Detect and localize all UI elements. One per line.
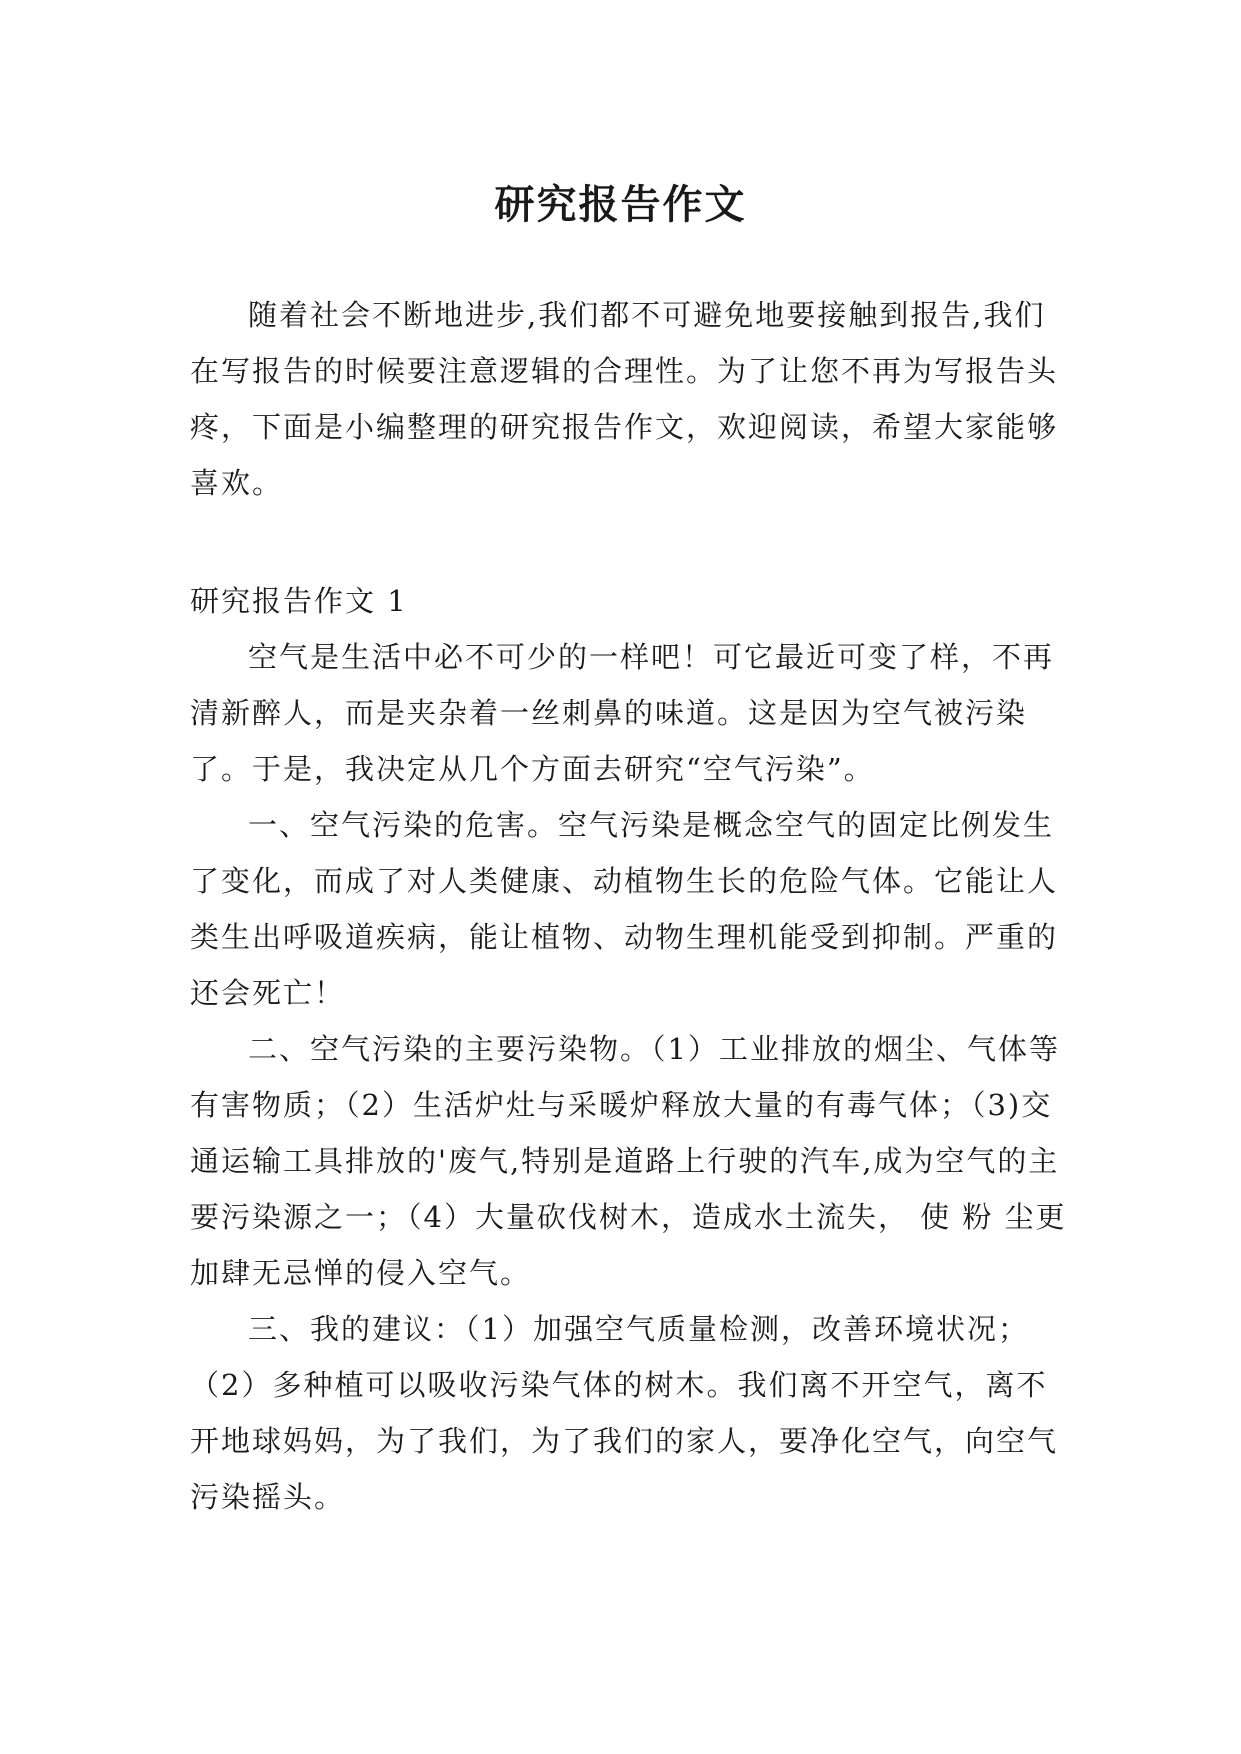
body-paragraph: 空气是生活中必不可少的一样吧！可它最近可变了样，不再清新醉人，而是夹杂着一丝刺鼻的味道。这是因为空气被污染了。于是，我决定从几个方面去研究“空气污染”。 xyxy=(190,640,1055,786)
paragraph-spacer xyxy=(190,511,1070,573)
body-paragraph: 二、空气污染的主要污染物。（1）工业排放的烟尘、气体等有害物质；（2）生活炉灶与采暖炉释放大量的有毒气体；（3)交通运输工具排放的'废气,特别是道路上行驶的汽车,成为空气的主要污染源之一；（4）大量砍伐树木，造成水土流失， 使 粉 尘更加肆无忌惮的侵入空气。 xyxy=(190,1032,1067,1290)
intro-paragraph: 随着社会不断地进步,我们都不可避免地要接触到报告,我们在写报告的时候要注意逻辑的合理性。为了让您不再为写报告头疼，下面是小编整理的研究报告作文，欢迎阅读，希望大家能够喜欢。 xyxy=(190,298,1059,500)
body-paragraph: 三、我的建议：（1）加强空气质量检测，改善环境状况；（2）多种植可以吸收污染气体的树木。我们离不开空气，离不开地球妈妈，为了我们，为了我们的家人，要净化空气，向空气污染摇头。 xyxy=(190,1312,1059,1514)
document-body xyxy=(190,287,1070,1525)
body-paragraph: 一、空气污染的危害。空气污染是概念空气的固定比例发生了变化，而成了对人类健康、动植物生长的危险气体。它能让人类生出呼吸道疾病，能让植物、动物生理机能受到抑制。严重的还会死亡！ xyxy=(190,808,1059,1010)
document-title: 研究报告作文 xyxy=(494,180,747,228)
section-heading: 研究报告作文 1 xyxy=(190,584,408,618)
